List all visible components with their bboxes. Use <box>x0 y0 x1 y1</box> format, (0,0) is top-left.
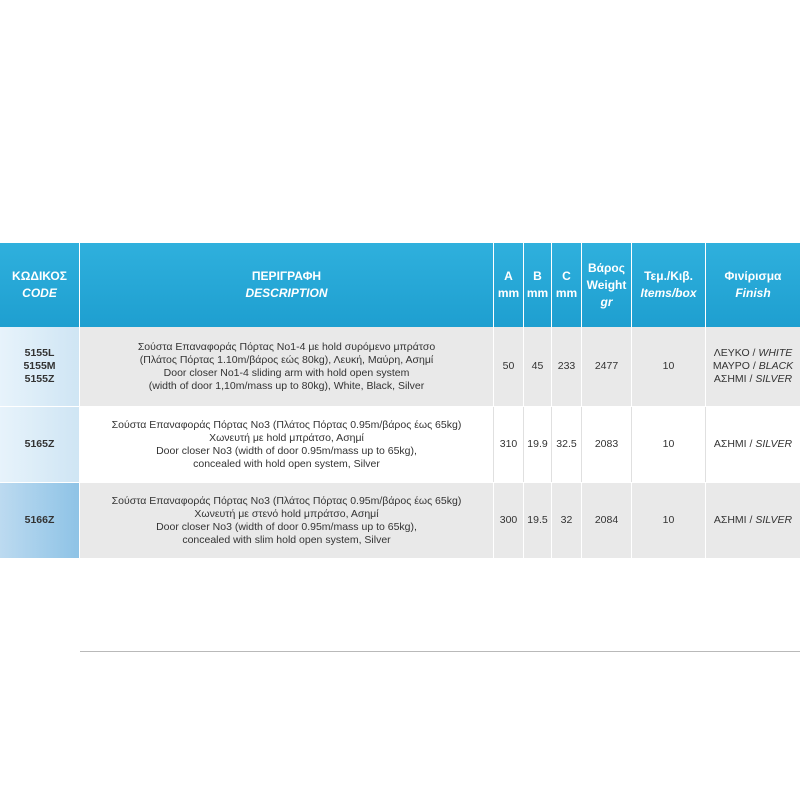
finish-option: ΑΣΗΜΙ / SILVER <box>713 438 793 450</box>
header-b <box>524 243 552 327</box>
finish-gr: ΜΑΥΡΟ <box>712 360 750 372</box>
weight-value: 2477 <box>582 327 632 406</box>
table-row <box>0 483 800 559</box>
header-a-unit: mm <box>497 286 520 300</box>
product-code-value: 5155M <box>23 360 56 372</box>
finish-en: SILVER <box>755 373 793 385</box>
header-c-label: C <box>562 269 571 283</box>
finish-en: SILVER <box>755 438 793 450</box>
product-description <box>80 407 494 482</box>
items-per-box: 10 <box>632 483 706 558</box>
items-per-box: 10 <box>632 407 706 482</box>
description-line: (Πλάτος Πόρτας 1.10m/βάρος εώς 80kg), Λευκή, Μαύρη, Ασημί <box>139 353 434 366</box>
finish-gr: ΛΕΥΚΟ <box>713 347 750 359</box>
header-a <box>494 243 524 327</box>
header-items-en: Items/box <box>640 286 697 300</box>
finish-list <box>706 327 800 406</box>
header-b-label: B <box>533 269 542 283</box>
header-finish <box>706 243 800 327</box>
description-line: (width of door 1,10m/mass up to 80kg), White, Black, Silver <box>148 379 425 392</box>
header-weight <box>582 243 632 327</box>
header-code-en: CODE <box>22 286 57 300</box>
header-code-gr: ΚΩΔΙΚΟΣ <box>12 269 67 283</box>
weight-value: 2084 <box>582 483 632 558</box>
dimension-b: 45 <box>524 327 552 406</box>
header-weight-unit: gr <box>600 294 613 309</box>
product-code-value: 5155Z <box>24 373 55 385</box>
description-line: Door closer No1-4 sliding arm with hold open system <box>163 366 410 379</box>
dimension-a: 50 <box>494 327 524 406</box>
header-items-gr: Τεμ./Κιβ. <box>644 269 693 283</box>
dimension-c: 32.5 <box>552 407 582 482</box>
header-weight-en: Weight <box>586 277 627 292</box>
finish-gr: ΑΣΗΜΙ <box>713 373 747 385</box>
description-line: Σούστα Επαναφοράς Πόρτας No3 (Πλάτος Πόρτας 0.95m/βάρος έως 65kg) <box>111 494 462 507</box>
finish-en: BLACK <box>758 360 794 372</box>
finish-option: ΛΕΥΚΟ / WHITE <box>713 347 793 359</box>
dimension-c: 32 <box>552 483 582 558</box>
header-code <box>0 243 80 327</box>
header-description-en: DESCRIPTION <box>245 286 328 300</box>
finish-option: ΜΑΥΡΟ / BLACK <box>712 360 794 372</box>
finish-en: WHITE <box>758 347 793 359</box>
description-line: Χωνευτή με στενό hold μπράτσο, Ασημί <box>194 507 379 520</box>
finish-en: SILVER <box>755 514 793 526</box>
finish-gr: ΑΣΗΜΙ <box>713 438 747 450</box>
finish-option: ΑΣΗΜΙ / SILVER <box>713 514 793 526</box>
header-finish-en: Finish <box>735 286 771 300</box>
product-code <box>0 327 80 406</box>
table-bottom-rule <box>80 651 800 652</box>
product-description <box>80 327 494 406</box>
product-code-value: 5155L <box>24 347 55 359</box>
weight-value: 2083 <box>582 407 632 482</box>
finish-gr: ΑΣΗΜΙ <box>713 514 747 526</box>
dimension-a: 300 <box>494 483 524 558</box>
header-description-gr: ΠΕΡΙΓΡΑΦΗ <box>251 269 322 283</box>
header-c-unit: mm <box>555 286 578 300</box>
dimension-b: 19.5 <box>524 483 552 558</box>
header-a-label: A <box>504 269 513 283</box>
header-finish-gr: Φινίρισμα <box>724 269 782 283</box>
table-row <box>0 407 800 483</box>
dimension-a: 310 <box>494 407 524 482</box>
header-items <box>632 243 706 327</box>
product-code-value: 5165Z <box>24 438 55 450</box>
product-code <box>0 407 80 482</box>
description-line: concealed with slim hold open system, Silver <box>182 533 391 546</box>
product-description <box>80 483 494 558</box>
dimension-c: 233 <box>552 327 582 406</box>
description-line: Door closer No3 (width of door 0.95m/mass up to 65kg), <box>156 520 417 533</box>
items-per-box: 10 <box>632 327 706 406</box>
header-b-unit: mm <box>526 286 549 300</box>
header-weight-gr: Βάρος <box>587 260 626 275</box>
description-line: Σούστα Επαναφοράς Πόρτας No3 (Πλάτος Πόρτας 0.95m/βάρος έως 65kg) <box>111 418 462 431</box>
product-code <box>0 483 80 558</box>
description-line: concealed with hold open system, Silver <box>193 457 380 470</box>
description-line: Σούστα Επαναφοράς Πόρτας No1-4 με hold συρόμενο μπράτσο <box>137 340 436 353</box>
finish-list <box>706 407 800 482</box>
table-header <box>0 243 800 327</box>
product-code-value: 5166Z <box>24 514 55 526</box>
header-description <box>80 243 494 327</box>
finish-option: ΑΣΗΜΙ / SILVER <box>713 373 793 385</box>
table-row <box>0 327 800 407</box>
description-line: Door closer No3 (width of door 0.95m/mass up to 65kg), <box>156 444 417 457</box>
description-line: Χωνευτή με hold μπράτσο, Ασημί <box>209 431 364 444</box>
product-table <box>0 243 800 559</box>
finish-list <box>706 483 800 558</box>
dimension-b: 19.9 <box>524 407 552 482</box>
header-c <box>552 243 582 327</box>
